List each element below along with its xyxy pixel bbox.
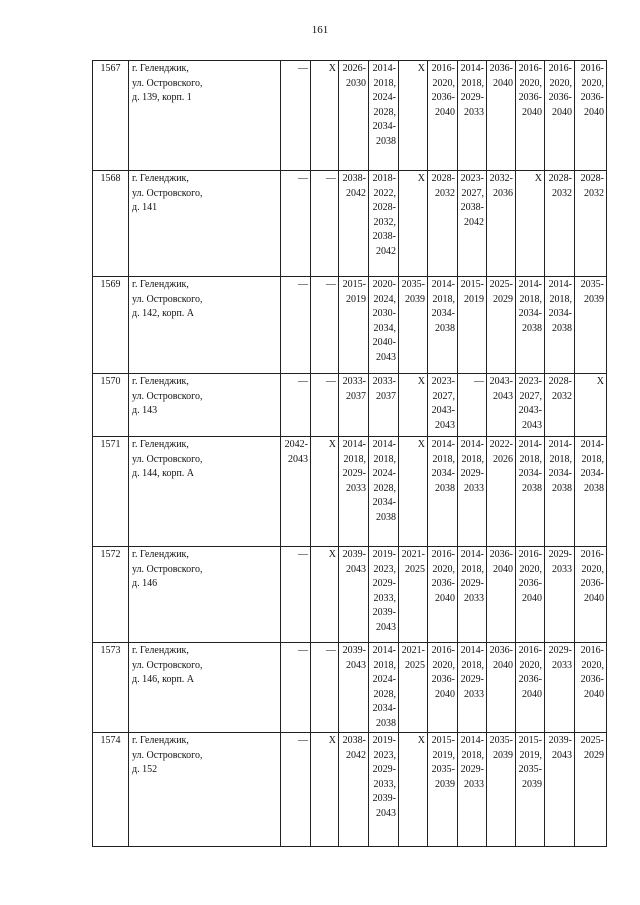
period-cell: 2014- 2018, 2024- 2028, 2034- 2038 — [369, 437, 399, 547]
period-cell: 2035- 2039 — [399, 277, 428, 374]
period-cell: 2028- 2032 — [545, 171, 575, 277]
period-cell: 2025- 2029 — [487, 277, 516, 374]
period-cell: X — [311, 61, 339, 171]
address-cell: г. Геленджик, ул. Островского, д. 146 — [129, 547, 281, 643]
period-cell: 2014- 2018, 2034- 2038 — [575, 437, 607, 547]
period-cell: 2015- 2019, 2035- 2039 — [516, 733, 545, 847]
period-cell: 2026- 2030 — [339, 61, 369, 171]
period-cell: 2038- 2042 — [339, 733, 369, 847]
period-cell: 2033- 2037 — [369, 374, 399, 437]
period-cell: 2016- 2020, 2036- 2040 — [516, 643, 545, 733]
period-cell: X — [399, 374, 428, 437]
address-cell: г. Геленджик, ул. Островского, д. 146, корп. А — [129, 643, 281, 733]
row-number: 1570 — [93, 374, 129, 437]
period-cell: 2028- 2032 — [575, 171, 607, 277]
address-cell: г. Геленджик, ул. Островского, д. 144, корп. А — [129, 437, 281, 547]
period-cell: — — [281, 277, 311, 374]
period-cell: — — [311, 277, 339, 374]
row-number: 1568 — [93, 171, 129, 277]
address-cell: г. Геленджик, ул. Островского, д. 141 — [129, 171, 281, 277]
period-cell: 2039- 2043 — [545, 733, 575, 847]
period-cell: 2038- 2042 — [339, 171, 369, 277]
period-cell: — — [458, 374, 487, 437]
period-cell: — — [281, 171, 311, 277]
period-cell: 2023- 2027, 2043- 2043 — [516, 374, 545, 437]
address-cell: г. Геленджик, ул. Островского, д. 143 — [129, 374, 281, 437]
period-cell: 2014- 2018, 2029- 2033 — [458, 547, 487, 643]
table-row — [93, 171, 607, 277]
period-cell: 2021- 2025 — [399, 547, 428, 643]
table-row — [93, 374, 607, 437]
period-cell: X — [516, 171, 545, 277]
period-cell: X — [311, 733, 339, 847]
register-table — [92, 60, 607, 847]
period-cell: 2014- 2018, 2029- 2033 — [458, 61, 487, 171]
period-cell: X — [399, 171, 428, 277]
table-row — [93, 277, 607, 374]
period-cell: 2022- 2026 — [487, 437, 516, 547]
period-cell: 2021- 2025 — [399, 643, 428, 733]
period-cell: — — [281, 374, 311, 437]
table-row — [93, 437, 607, 547]
period-cell: 2014- 2018, 2034- 2038 — [428, 437, 458, 547]
address-cell: г. Геленджик, ул. Островского, д. 142, корп. А — [129, 277, 281, 374]
period-cell: 2023- 2027, 2043- 2043 — [428, 374, 458, 437]
period-cell: X — [311, 547, 339, 643]
period-cell: 2019- 2023, 2029- 2033, 2039- 2043 — [369, 733, 399, 847]
period-cell: 2015- 2019, 2035- 2039 — [428, 733, 458, 847]
row-number: 1569 — [93, 277, 129, 374]
period-cell: X — [399, 437, 428, 547]
period-cell: 2014- 2018, 2029- 2033 — [458, 437, 487, 547]
period-cell: 2043- 2043 — [487, 374, 516, 437]
period-cell: 2014- 2018, 2029- 2033 — [458, 733, 487, 847]
period-cell: 2016- 2020, 2036- 2040 — [545, 61, 575, 171]
address-cell: г. Геленджик, ул. Островского, д. 152 — [129, 733, 281, 847]
period-cell: 2036- 2040 — [487, 643, 516, 733]
period-cell: 2016- 2020, 2036- 2040 — [428, 643, 458, 733]
period-cell: 2039- 2043 — [339, 547, 369, 643]
period-cell: 2029- 2033 — [545, 547, 575, 643]
period-cell: 2014- 2018, 2034- 2038 — [545, 277, 575, 374]
period-cell: 2033- 2037 — [339, 374, 369, 437]
period-cell: — — [311, 171, 339, 277]
period-cell: 2014- 2018, 2034- 2038 — [428, 277, 458, 374]
period-cell: 2028- 2032 — [428, 171, 458, 277]
table-row — [93, 547, 607, 643]
period-cell: — — [281, 643, 311, 733]
period-cell: 2016- 2020, 2036- 2040 — [516, 547, 545, 643]
period-cell: 2014- 2018, 2034- 2038 — [516, 277, 545, 374]
period-cell: — — [281, 61, 311, 171]
period-cell: — — [311, 374, 339, 437]
row-number: 1567 — [93, 61, 129, 171]
period-cell: 2035- 2039 — [487, 733, 516, 847]
period-cell: 2014- 2018, 2029- 2033 — [339, 437, 369, 547]
period-cell: 2025- 2029 — [575, 733, 607, 847]
period-cell: X — [575, 374, 607, 437]
period-cell: 2028- 2032 — [545, 374, 575, 437]
period-cell: 2036- 2040 — [487, 547, 516, 643]
period-cell: 2014- 2018, 2034- 2038 — [545, 437, 575, 547]
period-cell: X — [311, 437, 339, 547]
period-cell: 2036- 2040 — [487, 61, 516, 171]
table-row — [93, 643, 607, 733]
period-cell: 2016- 2020, 2036- 2040 — [575, 643, 607, 733]
period-cell: 2023- 2027, 2038- 2042 — [458, 171, 487, 277]
period-cell: X — [399, 733, 428, 847]
page-number: 161 — [311, 24, 329, 36]
period-cell: 2016- 2020, 2036- 2040 — [428, 61, 458, 171]
period-cell: — — [281, 547, 311, 643]
address-cell: г. Геленджик, ул. Островского, д. 139, корп. 1 — [129, 61, 281, 171]
row-number: 1572 — [93, 547, 129, 643]
period-cell: 2019- 2023, 2029- 2033, 2039- 2043 — [369, 547, 399, 643]
row-number: 1571 — [93, 437, 129, 547]
period-cell: 2016- 2020, 2036- 2040 — [575, 547, 607, 643]
table-row — [93, 61, 607, 171]
period-cell: — — [281, 733, 311, 847]
period-cell: 2035- 2039 — [575, 277, 607, 374]
period-cell: 2039- 2043 — [339, 643, 369, 733]
period-cell: X — [399, 61, 428, 171]
period-cell: 2029- 2033 — [545, 643, 575, 733]
row-number: 1574 — [93, 733, 129, 847]
period-cell: 2015- 2019 — [339, 277, 369, 374]
period-cell: 2014- 2018, 2024- 2028, 2034- 2038 — [369, 61, 399, 171]
period-cell: 2015- 2019 — [458, 277, 487, 374]
period-cell: 2014- 2018, 2024- 2028, 2034- 2038 — [369, 643, 399, 733]
table-row — [93, 733, 607, 847]
period-cell: 2016- 2020, 2036- 2040 — [516, 61, 545, 171]
period-cell: 2020- 2024, 2030- 2034, 2040- 2043 — [369, 277, 399, 374]
period-cell: — — [311, 643, 339, 733]
period-cell: 2016- 2020, 2036- 2040 — [575, 61, 607, 171]
period-cell: 2032- 2036 — [487, 171, 516, 277]
period-cell: 2014- 2018, 2029- 2033 — [458, 643, 487, 733]
period-cell: 2042- 2043 — [281, 437, 311, 547]
row-number: 1573 — [93, 643, 129, 733]
period-cell: 2018- 2022, 2028- 2032, 2038- 2042 — [369, 171, 399, 277]
period-cell: 2016- 2020, 2036- 2040 — [428, 547, 458, 643]
period-cell: 2014- 2018, 2034- 2038 — [516, 437, 545, 547]
